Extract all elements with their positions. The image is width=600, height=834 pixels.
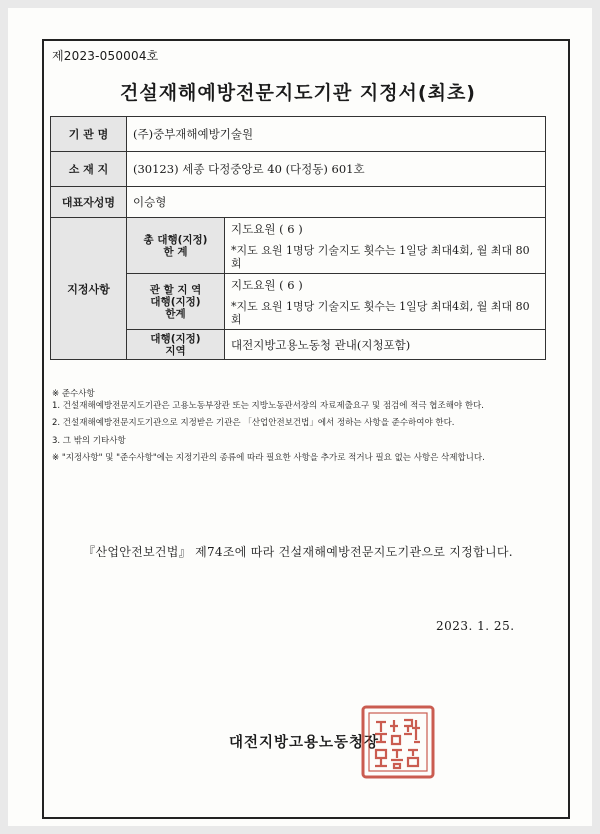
document-number: 제2023-050004호	[52, 49, 159, 63]
region-value: 대전지방고용노동청 관내(지청포함)	[225, 330, 546, 360]
institution-label: 기 관 명	[51, 117, 127, 152]
regional-limit-label-line1: 관 할 지 역	[149, 283, 202, 296]
issue-date: 2023. 1. 25.	[436, 619, 515, 633]
notes-heading: ※ 준수사항	[52, 389, 95, 399]
representative-row	[51, 187, 546, 218]
region-label-line2: 지역	[165, 344, 186, 357]
note-item-1: 1. 건설재해예방전문지도기관은 고용노동부장관 또는 지방노동관서장의 자료제출요구 및 점검에 적극 협조해야 한다.	[52, 400, 484, 411]
regional-limit-note: *지도 요원 1명당 기술지도 횟수는 1일당 최대4회, 월 최대 80회	[231, 299, 530, 326]
total-limit-cell	[225, 218, 546, 274]
total-limit-row	[51, 218, 546, 274]
total-limit-label	[127, 218, 225, 274]
notes-footnote: ※ "지정사항" 및 "준수사항"에는 지정기관의 종류에 따라 필요한 사항을 추가로 적거나 필요 없는 사항은 삭제합니다.	[52, 453, 485, 463]
regional-limit-cell	[225, 274, 546, 330]
certificate-title: 건설재해예방전문지도기관 지정서(최초)	[119, 82, 476, 104]
note-item-2: 2. 건설재해예방전문지도기관으로 지정받은 기관은 「산업안전보건법」에서 정하는 사항을 준수하여야 한다.	[52, 418, 455, 428]
seal-glyphs	[375, 720, 420, 768]
total-limit-label-line1: 총 대행(지정)	[143, 233, 208, 246]
total-limit-value: 지도요원 ( 6 )	[231, 221, 303, 236]
total-limit-note: *지도 요원 1명당 기술지도 횟수는 1일당 최대4회, 월 최대 80회	[231, 243, 530, 270]
issuer-name: 대전지방고용노동청장	[229, 735, 380, 751]
regional-limit-label-line3: 한계	[165, 307, 186, 320]
designation-label: 지정사항	[51, 218, 127, 360]
regional-limit-value: 지도요원 ( 6 )	[231, 277, 303, 292]
region-label-line1: 대행(지정)	[150, 332, 201, 345]
address-row	[51, 152, 546, 187]
address-label: 소 재 지	[51, 152, 127, 187]
designation-statement: 『산업안전보건법』 제74조에 따라 건설재해예방전문지도기관으로 지정합니다.	[83, 545, 513, 559]
region-label	[127, 330, 225, 360]
compliance-notes	[52, 389, 546, 471]
regional-limit-label	[127, 274, 225, 330]
institution-value: (주)중부재해예방기술원	[127, 117, 546, 152]
representative-value: 이승형	[127, 187, 546, 218]
official-seal	[360, 704, 436, 780]
total-limit-label-line2: 한 계	[163, 245, 188, 258]
note-item-3: 3. 그 밖의 기타사항	[52, 435, 126, 446]
designation-table	[50, 116, 546, 360]
institution-row	[51, 117, 546, 152]
address-value: (30123) 세종 다정중앙로 40 (다정동) 601호	[127, 152, 546, 187]
regional-limit-label-line2: 대행(지정)	[150, 295, 201, 308]
representative-label: 대표자성명	[51, 187, 127, 218]
seal-border	[363, 707, 433, 777]
